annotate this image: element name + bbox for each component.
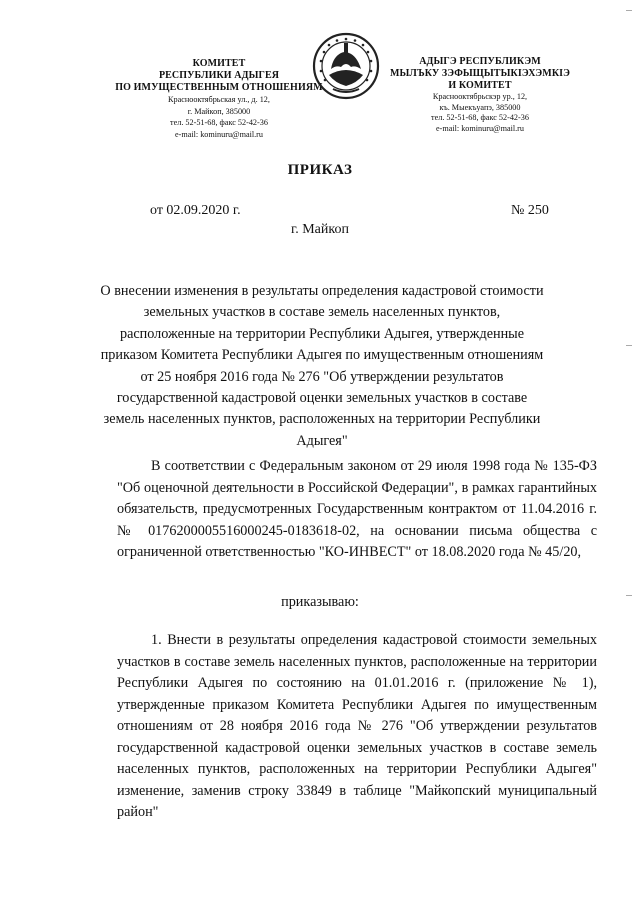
org-phone: тел. 52-51-68, факс 52-42-36	[431, 113, 529, 122]
org-name-line: РЕСПУБЛИКИ АДЫГЕЯ	[158, 70, 280, 81]
org-address: Краснооктябрьская ул., д. 12,	[168, 95, 270, 104]
header-left	[112, 58, 326, 140]
header-right	[380, 56, 580, 134]
org-address: къ. Мыекъуапэ, 385000	[439, 102, 521, 112]
document-title: ПРИКАЗ	[287, 162, 353, 178]
org-address: г. Майкоп, 385000	[187, 106, 251, 116]
scan-edge-mark	[626, 10, 632, 11]
org-name-line: АДЫГЭ РЕСПУБЛИКЭМ	[419, 56, 541, 67]
document-date: от 02.09.2020 г.	[150, 203, 241, 218]
order-word: приказываю:	[281, 594, 359, 610]
document-subject: О внесении изменения в результаты определения кадастровой стоимости земельных участков в составе земель населенных пунктов, расположенные на территории Республики Адыгея, утвержденные приказом Комитета Республики Адыгея по имущественным отношениям от 25 ноября 2016 года № 276 "Об утверждении результатов государственной кадастровой оценки земельных участков в составе земель населенных пунктов, расположенных на территории Республики Адыгея"	[100, 283, 544, 449]
document-city: г. Майкоп	[291, 222, 349, 237]
scan-edge-mark	[626, 345, 632, 346]
org-email: e-mail: kominuru@mail.ru	[174, 129, 264, 139]
org-name-line: И КОМИТЕТ	[448, 80, 512, 91]
order-item-1: 1. Внести в результаты определения кадастровой стоимости земельных участков в составе земель населенных пунктов, расположенные на территории Республики Адыгея по состоянию на 01.01.2016 г. (приложение № 1), утвержденные приказом Комитета Республики Адыгея по имущественным отношениям от 28 ноября 2016 года № 276 "Об утверждении результатов государственной кадастровой оценки земельных участков в составе земель населенных пунктов, расположенных на территории Республики Адыгея" изменение, заменив строку 33849 в таблице "Майкопский муниципальный район"	[117, 632, 597, 820]
org-phone: тел. 52-51-68, факс 52-42-36	[170, 118, 268, 127]
coat-of-arms-icon	[311, 31, 381, 101]
org-name-line: КОМИТЕТ	[192, 58, 246, 69]
scan-edge-mark	[626, 595, 632, 596]
org-name-line: МЫЛЪКУ ЗЭФЫЩЫТЫКІЭХЭМКІЭ	[389, 68, 571, 79]
org-email: e-mail: kominuru@mail.ru	[435, 123, 525, 133]
org-address: Краснооктябрьскэр ур., 12,	[432, 92, 528, 101]
org-name-line: ПО ИМУЩЕСТВЕННЫМ ОТНОШЕНИЯМ	[115, 82, 323, 93]
preamble-paragraph: В соответствии с Федеральным законом от 29 июля 1998 года № 135-ФЗ "Об оценочной деятельности в Российской Федерации", в рамках гарантийных обязательств, предусмотренных Государственным контрактом от 11.04.2016 г. № 0176200005516000245-0183618-02, на основании письма общества с ограниченной ответственностью "КО-ИНВЕСТ" от 18.08.2020 года № 45/20,	[117, 458, 597, 560]
document-number: № 250	[511, 203, 549, 218]
